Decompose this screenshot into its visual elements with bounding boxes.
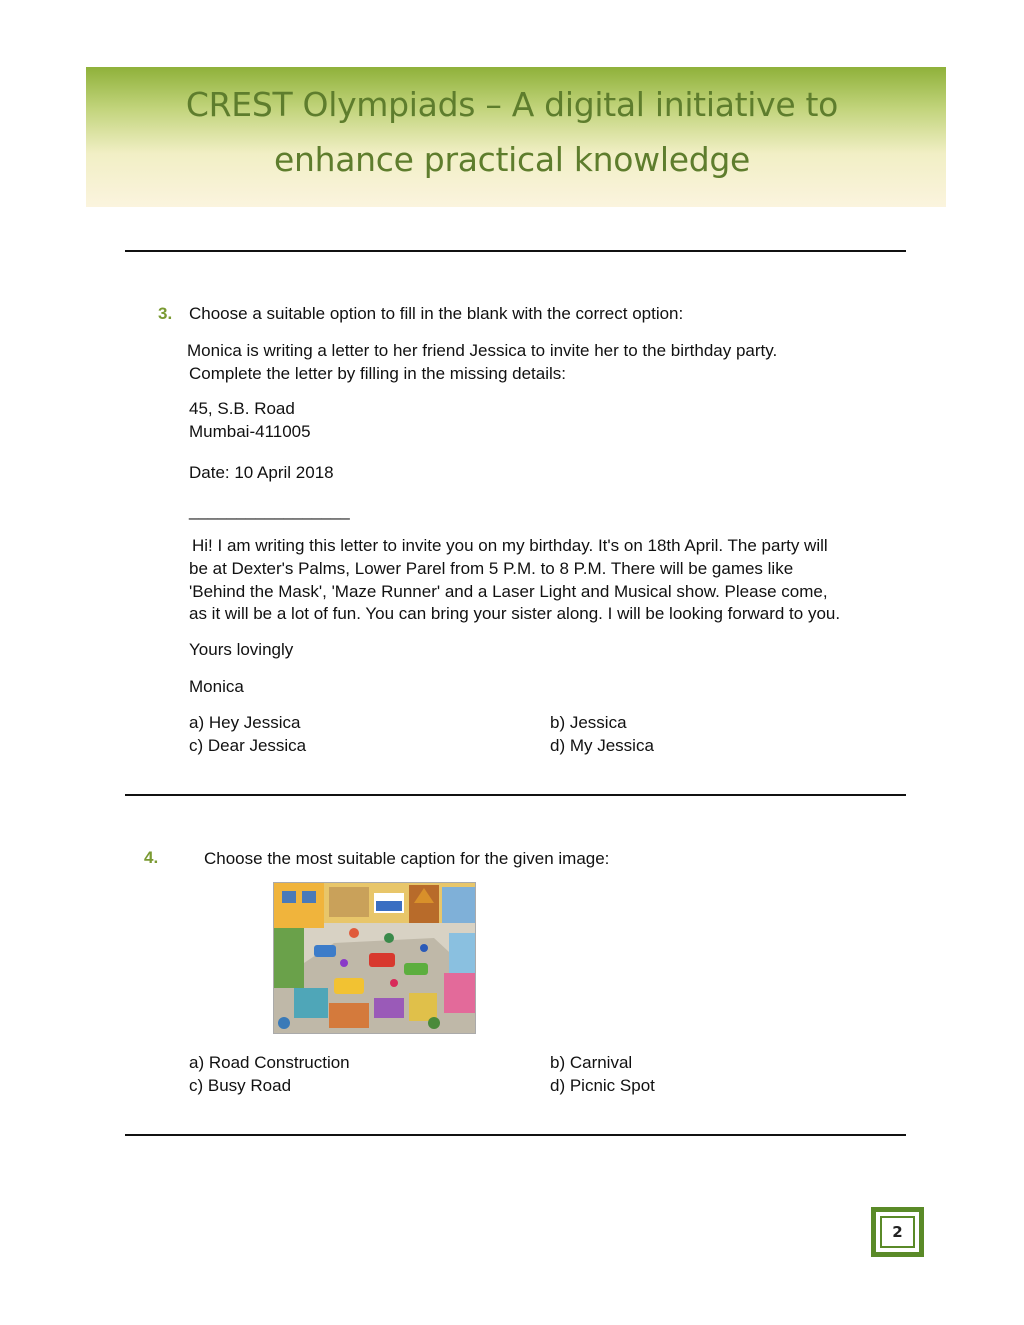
divider bbox=[125, 794, 906, 796]
question-4-option-d[interactable]: d) Picnic Spot bbox=[550, 1076, 655, 1095]
question-4-option-c[interactable]: c) Busy Road bbox=[189, 1076, 292, 1095]
letter-body-line-4: as it will be a lot of fun. You can bring your sister along. I will be looking forward to you. bbox=[189, 604, 841, 623]
question-3-text: Choose a suitable option to fill in the blank with the correct option: bbox=[189, 304, 684, 323]
question-3-context-line-2: Complete the letter by filling in the missing details: bbox=[189, 364, 567, 383]
question-3-option-d[interactable]: d) My Jessica bbox=[550, 736, 654, 755]
page-title-line-2: enhance practical knowledge bbox=[274, 140, 750, 179]
question-4-option-b[interactable]: b) Carnival bbox=[550, 1053, 633, 1072]
page-number-inner-frame bbox=[880, 1216, 915, 1248]
question-3-option-c[interactable]: c) Dear Jessica bbox=[189, 736, 307, 755]
divider bbox=[125, 1134, 906, 1136]
question-3-context-line-1: Monica is writing a letter to her friend Jessica to invite her to the birthday party. bbox=[187, 341, 778, 360]
page-number: 2 bbox=[892, 1223, 903, 1241]
letter-date: Date: 10 April 2018 bbox=[189, 463, 334, 482]
letter-closing: Yours lovingly bbox=[189, 640, 294, 659]
letter-address-line-2: Mumbai-411005 bbox=[189, 422, 311, 441]
letter-salutation-blank: _________________ bbox=[189, 501, 350, 520]
question-3-option-b[interactable]: b) Jessica bbox=[550, 713, 627, 732]
page-title-line-1: CREST Olympiads – A digital initiative to bbox=[185, 85, 839, 124]
letter-body-line-3: 'Behind the Mask', 'Maze Runner' and a Laser Light and Musical show. Please come, bbox=[189, 582, 828, 601]
letter-address-line-1: 45, S.B. Road bbox=[189, 399, 295, 418]
question-4-option-a[interactable]: a) Road Construction bbox=[189, 1053, 350, 1072]
busy-street-illustration bbox=[273, 882, 476, 1034]
question-4-text: Choose the most suitable caption for the given image: bbox=[204, 849, 610, 868]
letter-body-line-2: be at Dexter's Palms, Lower Parel from 5 P.M. to 8 P.M. There will be games like bbox=[189, 559, 794, 578]
divider bbox=[125, 250, 906, 252]
page-number-box bbox=[871, 1207, 924, 1257]
question-3-option-a[interactable]: a) Hey Jessica bbox=[189, 713, 301, 732]
question-4-number: 4. bbox=[144, 848, 159, 867]
letter-body-line-1: Hi! I am writing this letter to invite you on my birthday. It's on 18th April. The party will bbox=[192, 536, 828, 555]
letter-signature: Monica bbox=[189, 677, 244, 696]
question-3-number: 3. bbox=[158, 304, 173, 323]
